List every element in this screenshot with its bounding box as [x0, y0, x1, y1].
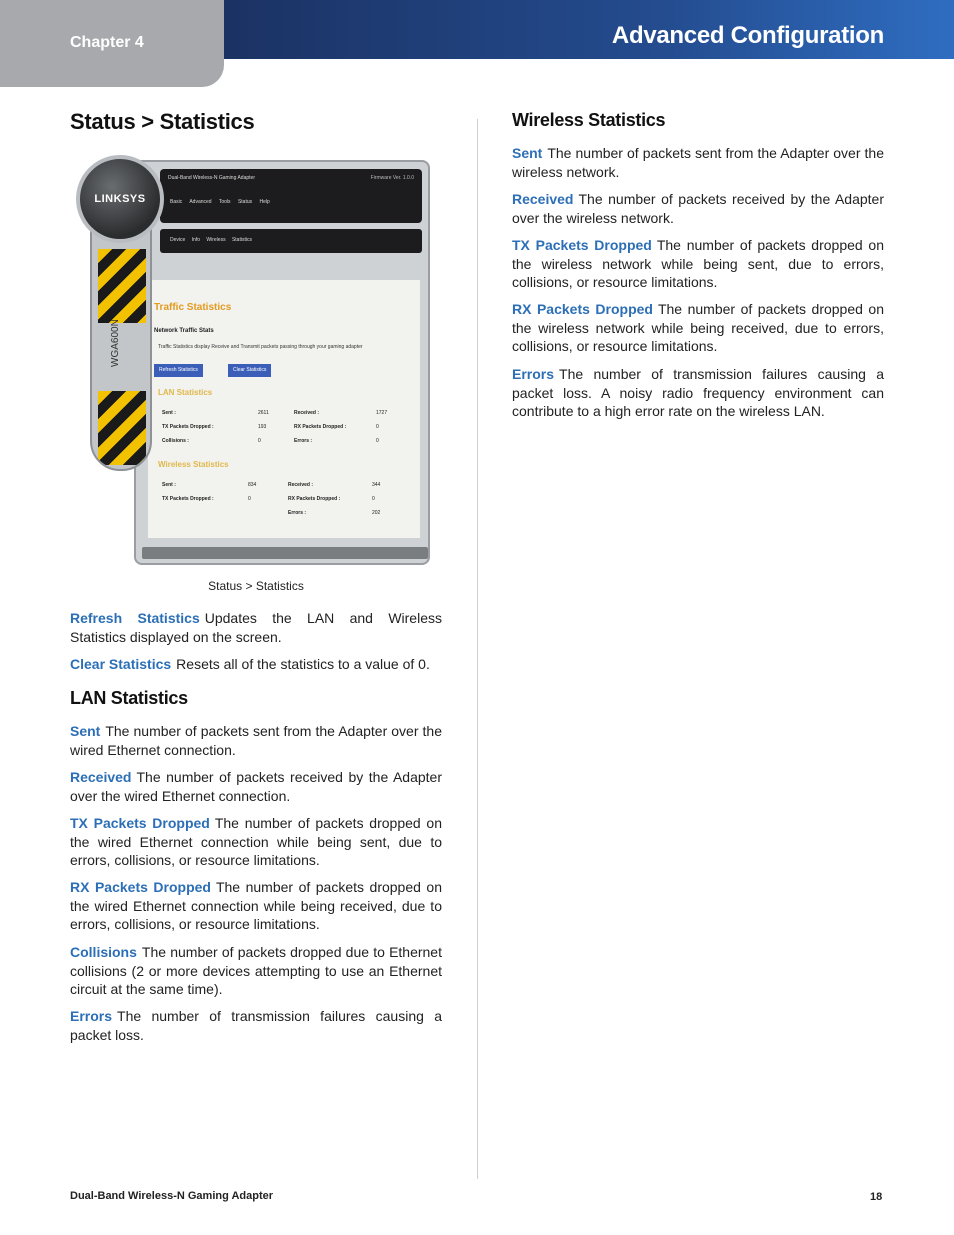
screenshot-nav: Basic Advanced Tools Status Help: [170, 199, 270, 205]
definition-term: RX Packets Dropped: [70, 879, 211, 895]
screenshot-firmware: Firmware Ver. 1.0.0: [370, 175, 414, 181]
definition-text: The number of packets dropped on the wireless network while being received, due to errors, collisions, or resource limitations.: [512, 301, 884, 355]
screenshot-product-line: Dual-Band Wireless-N Gaming Adapter: [168, 175, 255, 181]
definition-text: The number of packets dropped on the wired Ethernet connection while being sent, due to errors, collisions, or resource limitations.: [70, 815, 442, 869]
definition-term: Received: [70, 769, 132, 785]
screenshot-wireless-title: Wireless Statistics: [158, 460, 229, 469]
definition-item: [512, 365, 884, 421]
screenshot-wireless-value: 202: [372, 510, 381, 516]
definition-item: [70, 655, 442, 674]
screenshot-pillar: [90, 203, 152, 471]
screenshot-lan-value: 1727: [376, 410, 388, 416]
screenshot-lan-value: 0: [376, 424, 379, 430]
chapter-title-bar: [224, 0, 954, 59]
definition-text: The number of packets dropped due to Ethernet collisions (2 or more devices attempting to use an Ethernet circuit at the same time).: [70, 944, 442, 998]
screenshot-clear-button: Clear Statistics: [228, 364, 271, 377]
screenshot-model: WGA600N: [110, 319, 121, 367]
screenshot-subnav: [160, 229, 422, 253]
page-number: 18: [870, 1191, 883, 1203]
screenshot-topbar: [160, 169, 422, 223]
definition-item: [70, 609, 442, 646]
definition-term: Errors: [512, 366, 555, 382]
screenshot-subnav-text: Device Info Wireless Statistics: [170, 237, 252, 243]
wireless-statistics-heading: Wireless Statistics: [512, 110, 666, 130]
status-statistics-screenshot: [76, 155, 436, 570]
definition-text: The number of transmission failures causing a packet loss. A noisy radio frequency environment can contribute to a high error rate on the wireless LAN.: [512, 366, 884, 420]
screenshot-bottom-strip: [142, 547, 428, 559]
screenshot-lan-label: Collisions :: [162, 438, 189, 444]
screenshot-lan-value: 193: [258, 424, 267, 430]
lan-statistics-heading: LAN Statistics: [70, 688, 188, 708]
screenshot-wireless-label: RX Packets Dropped :: [288, 496, 341, 502]
definition-item: [70, 814, 442, 870]
column-divider: [477, 119, 478, 1179]
definition-text: The number of packets dropped on the wireless network while being sent, due to errors, collisions, or resource limitations.: [512, 237, 884, 291]
figure-caption: Status > Statistics: [208, 579, 304, 593]
linksys-logo: [76, 155, 164, 243]
definition-item: [70, 722, 442, 759]
definition-text: The number of packets received by the Adapter over the wireless network.: [512, 191, 884, 226]
screenshot-refresh-button: Refresh Statistics: [154, 364, 203, 377]
screenshot-wireless-label: TX Packets Dropped :: [162, 496, 214, 502]
definition-item: [512, 144, 884, 181]
definition-item: [70, 878, 442, 934]
definition-item: [512, 190, 884, 227]
screenshot-network-title: Network Traffic Stats: [154, 328, 214, 334]
definition-text: The number of packets dropped on the wired Ethernet connection while being received, due to errors, collisions, or resource limitations.: [70, 879, 442, 933]
definition-text: The number of packets sent from the Adapter over the wired Ethernet connection.: [70, 723, 442, 758]
chapter-tab: [0, 0, 224, 87]
chapter-title: Advanced Configuration: [611, 22, 884, 49]
screenshot-lan-label: TX Packets Dropped :: [162, 424, 214, 430]
screenshot-wireless-label: Errors :: [288, 510, 307, 516]
definition-term: Sent: [512, 145, 543, 161]
definition-term: Received: [512, 191, 574, 207]
definition-term: Refresh Statistics: [70, 610, 200, 626]
footer-product: Dual-Band Wireless-N Gaming Adapter: [70, 1190, 274, 1202]
definition-item: [512, 300, 884, 356]
linksys-logo-text: LINKSYS: [94, 193, 146, 205]
screenshot-lan-value: 0: [258, 438, 261, 444]
definition-term: Sent: [70, 723, 101, 739]
definition-item: [70, 768, 442, 805]
screenshot-wireless-value: 834: [248, 482, 257, 488]
screenshot-wireless-value: 0: [248, 496, 251, 502]
definition-term: Errors: [70, 1008, 113, 1024]
definition-text: The number of packets sent from the Adapter over the wireless network.: [512, 145, 884, 180]
screenshot-lan-title: LAN Statistics: [158, 388, 213, 397]
chapter-label: Chapter 4: [70, 34, 144, 51]
screenshot-lan-label: Sent :: [162, 410, 176, 416]
hazard-stripes: [98, 391, 146, 465]
definition-text: The number of transmission failures causing a packet loss.: [70, 1008, 442, 1043]
definition-term: Collisions: [70, 944, 137, 960]
definition-text: The number of packets received by the Adapter over the wired Ethernet connection.: [70, 769, 442, 804]
definition-item: [512, 236, 884, 292]
screenshot-traffic-title: Traffic Statistics: [154, 302, 232, 313]
screenshot-lan-label: RX Packets Dropped :: [294, 424, 347, 430]
screenshot-wireless-label: Sent :: [162, 482, 176, 488]
screenshot-wireless-value: 0: [372, 496, 375, 502]
definition-term: TX Packets Dropped: [70, 815, 210, 831]
section-title: Status > Statistics: [70, 109, 255, 134]
screenshot-description: Traffic Statistics display Receive and Transmit packets passing through your gaming adapter: [158, 344, 363, 350]
screenshot-wireless-label: Received :: [288, 482, 314, 488]
definition-term: TX Packets Dropped: [512, 237, 652, 253]
definition-term: RX Packets Dropped: [512, 301, 653, 317]
definition-item: [70, 1007, 442, 1044]
screenshot-lan-value: 0: [376, 438, 379, 444]
definition-text: Updates the LAN and Wireless Statistics displayed on the screen.: [70, 610, 442, 645]
screenshot-lan-label: Received :: [294, 410, 320, 416]
definition-item: [70, 943, 442, 999]
screenshot-content: [148, 280, 420, 538]
definition-text: Resets all of the statistics to a value of 0.: [176, 656, 430, 672]
screenshot-wireless-value: 344: [372, 482, 381, 488]
screenshot-lan-label: Errors :: [294, 438, 313, 444]
definition-term: Clear Statistics: [70, 656, 172, 672]
screenshot-lan-value: 2611: [258, 410, 269, 416]
